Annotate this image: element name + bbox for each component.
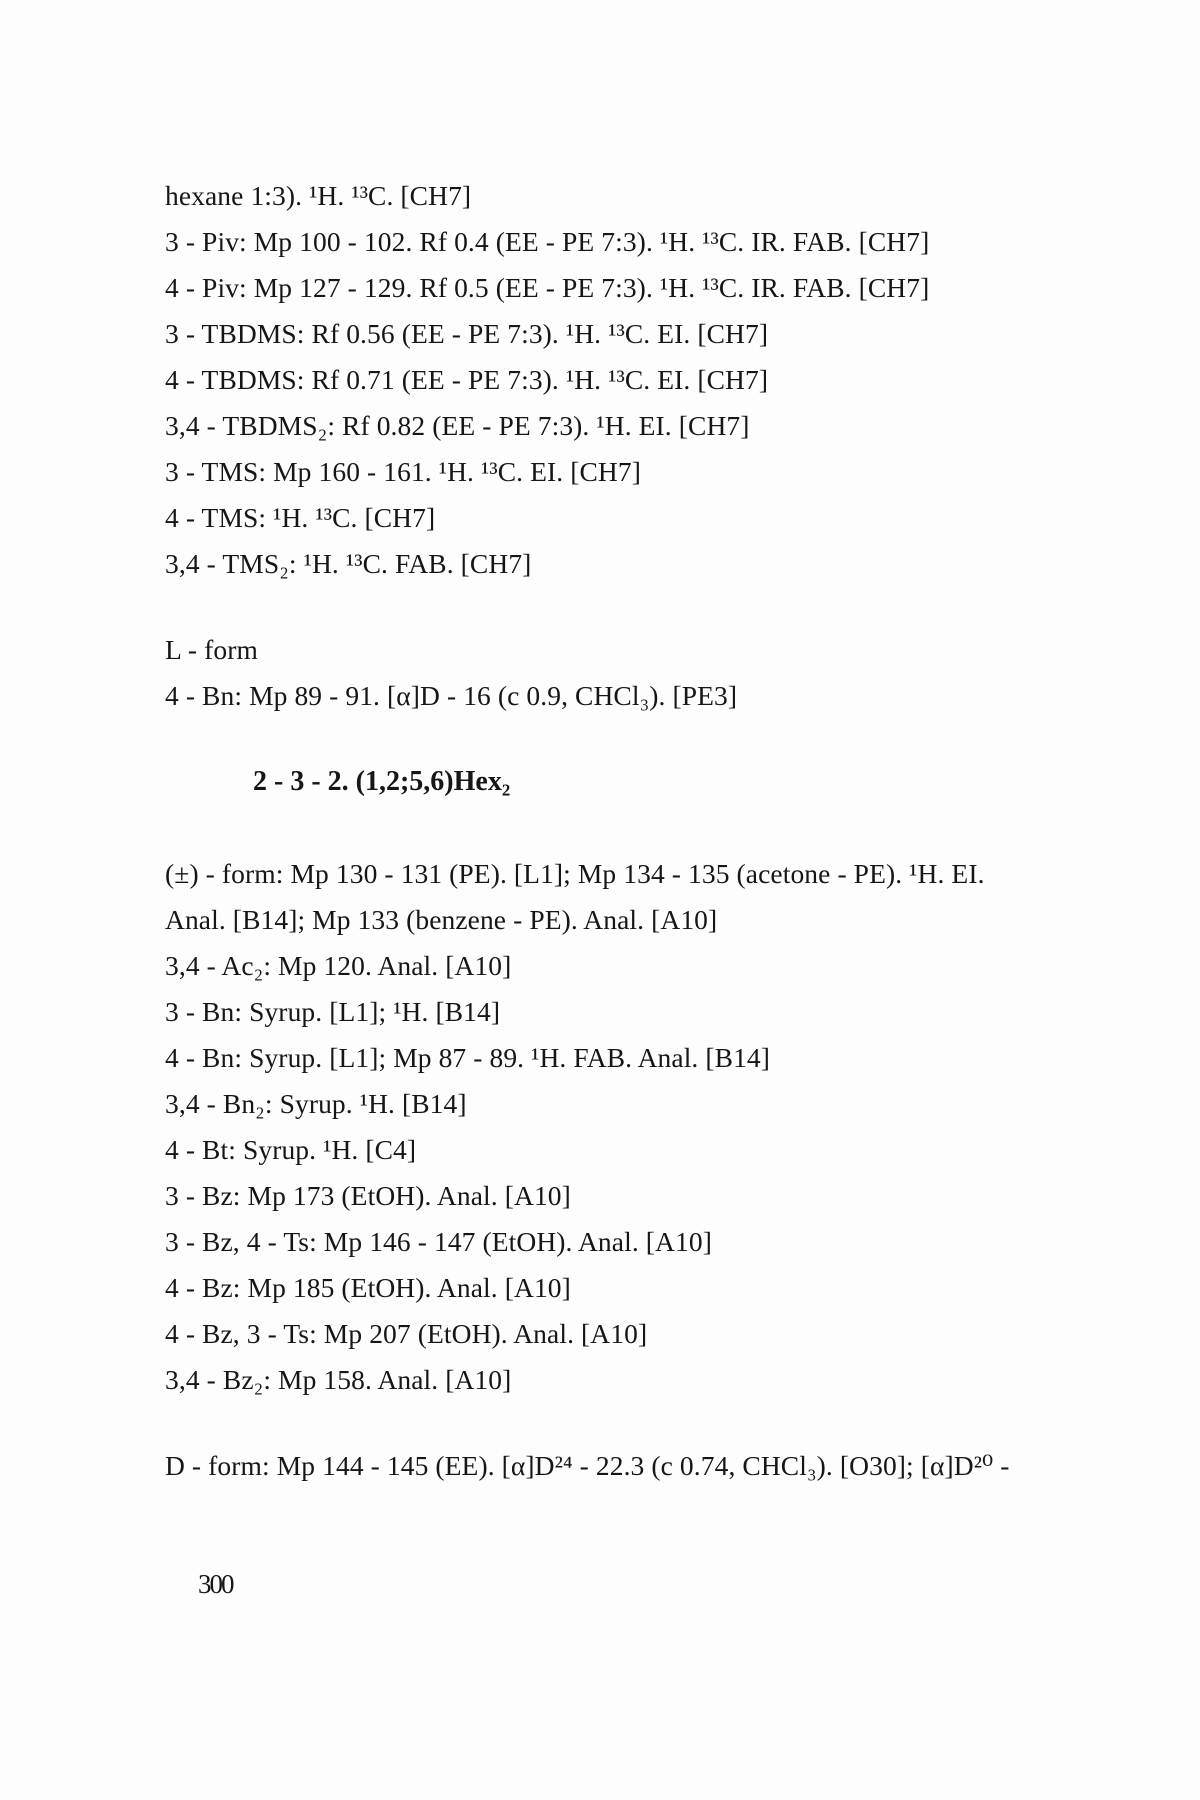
text-line: 4 - Bz: Mp 185 (EtOH). Anal. [A10]: [165, 1272, 571, 1303]
text-line: 4 - Bz, 3 - Ts: Mp 207 (EtOH). Anal. [A10]: [165, 1318, 648, 1349]
text-line: 3 - Bz, 4 - Ts: Mp 146 - 147 (EtOH). Anal. [A10]: [165, 1226, 712, 1257]
text-line: 3,4 - Bz₂: Mp 158. Anal. [A10]: [165, 1364, 512, 1395]
text-line: 4 - Bn: Syrup. [L1]; Mp 87 - 89. ¹H. FAB. Anal. [B14]: [165, 1042, 771, 1073]
text-line: 4 - Bn: Mp 89 - 91. [α]D - 16 (c 0.9, CHCl₃). [PE3]: [165, 680, 738, 711]
text-line: 3 - TBDMS: Rf 0.56 (EE - PE 7:3). ¹H. ¹³C. EI. [CH7]: [165, 318, 769, 349]
text-line: 4 - Piv: Mp 127 - 129. Rf 0.5 (EE - PE 7:3). ¹H. ¹³C. IR. FAB. [CH7]: [165, 272, 930, 303]
text-line: 3 - Bz: Mp 173 (EtOH). Anal. [A10]: [165, 1180, 571, 1211]
text-line: 3 - TMS: Mp 160 - 161. ¹H. ¹³C. EI. [CH7]: [165, 456, 641, 487]
text-line: 4 - TBDMS: Rf 0.71 (EE - PE 7:3). ¹H. ¹³C. EI. [CH7]: [165, 364, 769, 395]
text-line: 3,4 - TMS₂: ¹H. ¹³C. FAB. [CH7]: [165, 548, 532, 579]
text-line: hexane 1:3). ¹H. ¹³C. [CH7]: [165, 180, 472, 211]
text-line: 3 - Piv: Mp 100 - 102. Rf 0.4 (EE - PE 7:3). ¹H. ¹³C. IR. FAB. [CH7]: [165, 226, 930, 257]
text-line: 3,4 - Ac₂: Mp 120. Anal. [A10]: [165, 950, 512, 981]
text-line: 4 - TMS: ¹H. ¹³C. [CH7]: [165, 502, 436, 533]
text-line: (±) - form: Mp 130 - 131 (PE). [L1]; Mp 134 - 135 (acetone - PE). ¹H. EI.: [165, 858, 985, 889]
form-label: L - form: [165, 634, 258, 665]
text-line: 3,4 - Bn₂: Syrup. ¹H. [B14]: [165, 1088, 467, 1119]
page-number: 300: [198, 1569, 233, 1599]
text-line: D - form: Mp 144 - 145 (EE). [α]D²⁴ - 22.3 (c 0.74, CHCl₃). [O30]; [α]D²⁰ -: [165, 1450, 1010, 1481]
text-line: 3 - Bn: Syrup. [L1]; ¹H. [B14]: [165, 996, 501, 1027]
text-line: Anal. [B14]; Mp 133 (benzene - PE). Anal. [A10]: [165, 904, 718, 935]
text-line: 3,4 - TBDMS₂: Rf 0.82 (EE - PE 7:3). ¹H. EI. [CH7]: [165, 410, 750, 441]
section-heading: 2 - 3 - 2. (1,2;5,6)Hex₂: [253, 766, 511, 797]
text-line: 4 - Bt: Syrup. ¹H. [C4]: [165, 1134, 417, 1165]
